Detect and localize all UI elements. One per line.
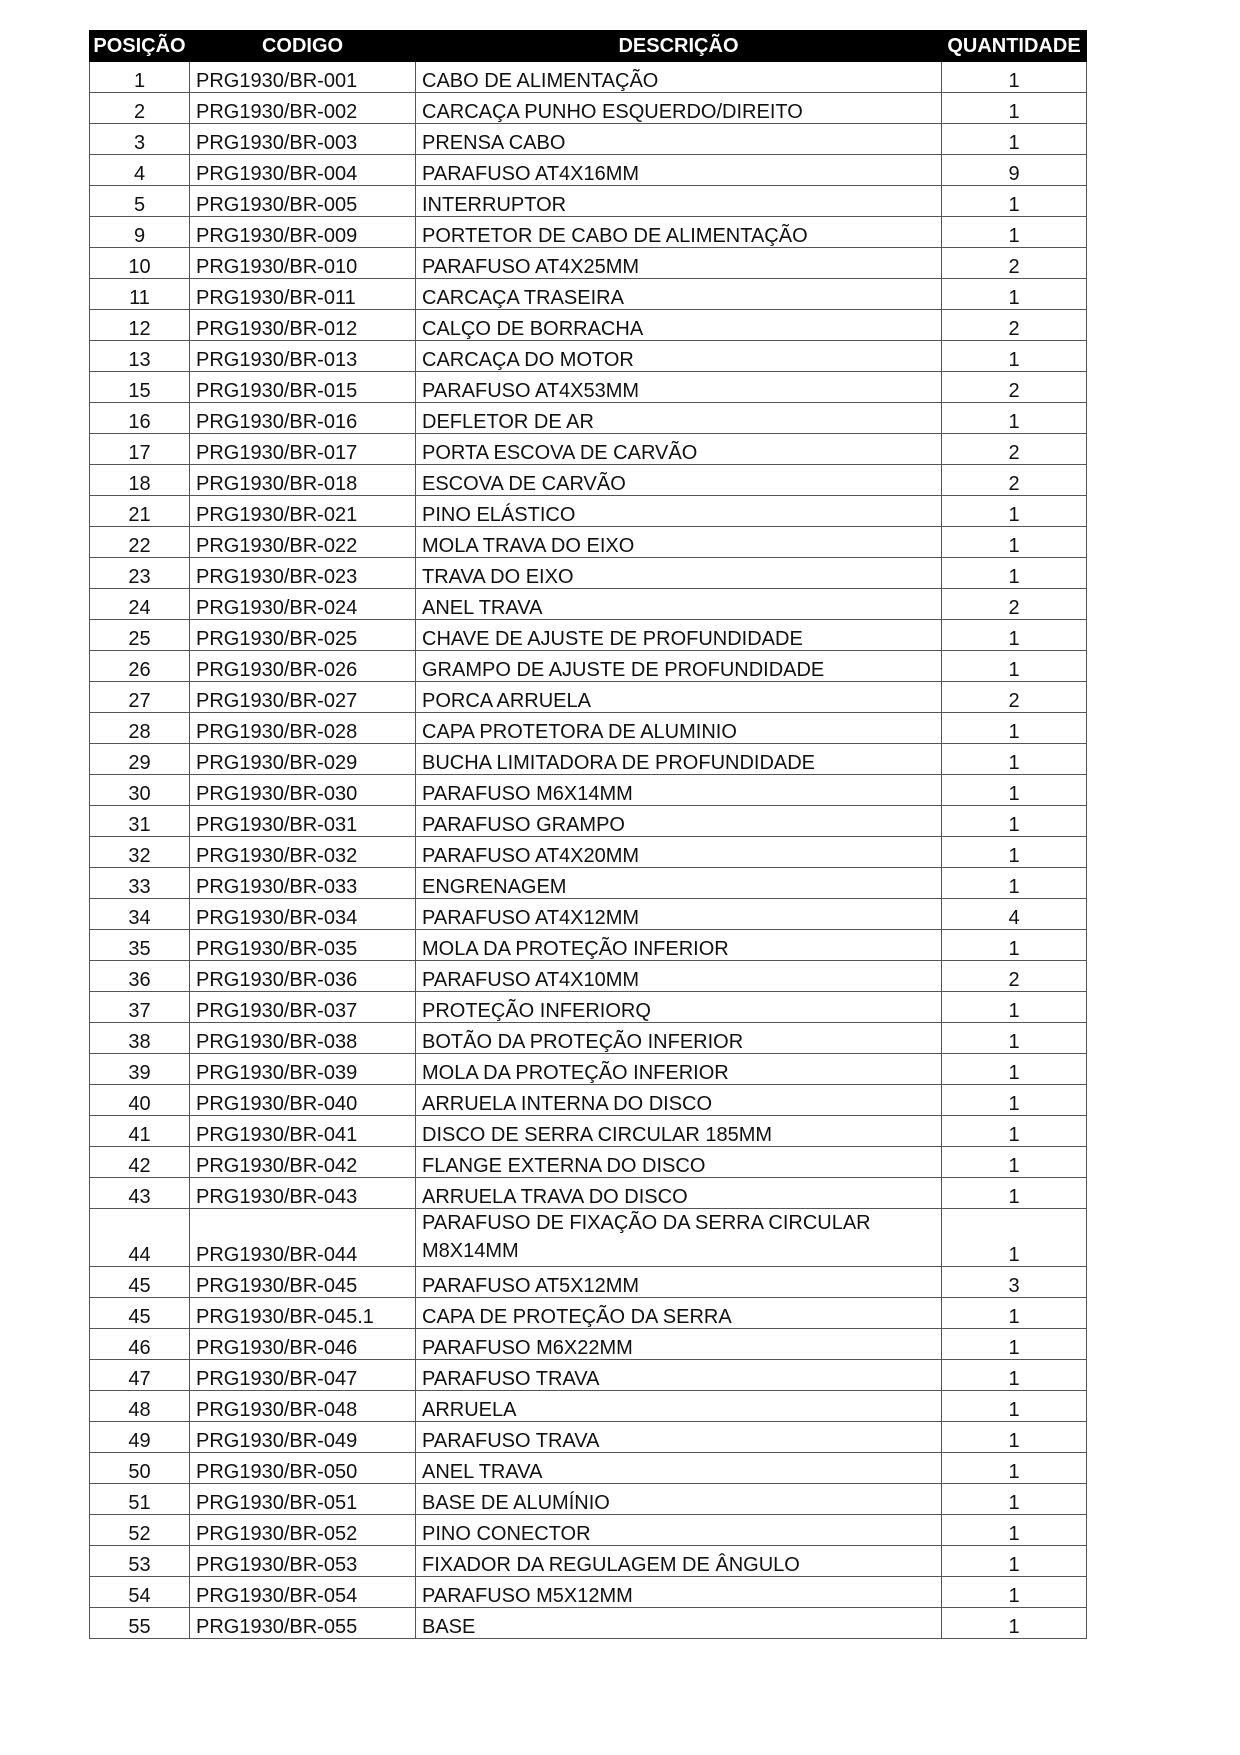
cell-quantity: 1 xyxy=(942,558,1087,589)
cell-description: PRENSA CABO xyxy=(416,124,942,155)
cell-position: 40 xyxy=(90,1085,190,1116)
table-row xyxy=(90,775,1087,806)
table-header-row xyxy=(90,31,1087,62)
table-row xyxy=(90,1298,1087,1329)
table-row xyxy=(90,589,1087,620)
cell-quantity: 2 xyxy=(942,372,1087,403)
cell-position: 12 xyxy=(90,310,190,341)
cell-quantity: 1 xyxy=(942,1178,1087,1209)
cell-quantity: 1 xyxy=(942,1391,1087,1422)
cell-quantity: 2 xyxy=(942,961,1087,992)
cell-quantity: 3 xyxy=(942,1267,1087,1298)
cell-description: PARAFUSO AT4X53MM xyxy=(416,372,942,403)
cell-description: PINO ELÁSTICO xyxy=(416,496,942,527)
cell-position: 1 xyxy=(90,62,190,93)
cell-description: PARAFUSO AT4X20MM xyxy=(416,837,942,868)
table-row xyxy=(90,465,1087,496)
cell-quantity: 1 xyxy=(942,1054,1087,1085)
cell-code: PRG1930/BR-026 xyxy=(190,651,416,682)
cell-description: PARAFUSO TRAVA xyxy=(416,1360,942,1391)
cell-code: PRG1930/BR-035 xyxy=(190,930,416,961)
cell-quantity: 1 xyxy=(942,651,1087,682)
cell-description: ANEL TRAVA xyxy=(416,1453,942,1484)
cell-code: PRG1930/BR-043 xyxy=(190,1178,416,1209)
cell-quantity: 1 xyxy=(942,341,1087,372)
cell-description: PROTEÇÃO INFERIORQ xyxy=(416,992,942,1023)
table-row xyxy=(90,1608,1087,1639)
cell-position: 54 xyxy=(90,1577,190,1608)
cell-description: BASE xyxy=(416,1608,942,1639)
cell-code: PRG1930/BR-001 xyxy=(190,62,416,93)
cell-position: 45 xyxy=(90,1298,190,1329)
cell-quantity: 1 xyxy=(942,1298,1087,1329)
cell-position: 33 xyxy=(90,868,190,899)
cell-quantity: 1 xyxy=(942,713,1087,744)
cell-description: ANEL TRAVA xyxy=(416,589,942,620)
cell-code: PRG1930/BR-047 xyxy=(190,1360,416,1391)
cell-quantity: 1 xyxy=(942,403,1087,434)
cell-quantity: 1 xyxy=(942,1147,1087,1178)
table-row xyxy=(90,124,1087,155)
cell-code: PRG1930/BR-011 xyxy=(190,279,416,310)
cell-quantity: 1 xyxy=(942,527,1087,558)
table-row xyxy=(90,1023,1087,1054)
cell-code: PRG1930/BR-034 xyxy=(190,899,416,930)
cell-position: 55 xyxy=(90,1608,190,1639)
cell-quantity: 1 xyxy=(942,1329,1087,1360)
header-quantity: QUANTIDADE xyxy=(942,31,1087,62)
table-row xyxy=(90,744,1087,775)
cell-position: 49 xyxy=(90,1422,190,1453)
table-row xyxy=(90,930,1087,961)
header-code: CODIGO xyxy=(190,31,416,62)
cell-description: CAPA DE PROTEÇÃO DA SERRA xyxy=(416,1298,942,1329)
table-row xyxy=(90,155,1087,186)
cell-quantity: 2 xyxy=(942,682,1087,713)
table-row xyxy=(90,279,1087,310)
table-row xyxy=(90,1267,1087,1298)
table-row xyxy=(90,248,1087,279)
cell-position: 50 xyxy=(90,1453,190,1484)
cell-description: MOLA DA PROTEÇÃO INFERIOR xyxy=(416,1054,942,1085)
cell-code: PRG1930/BR-003 xyxy=(190,124,416,155)
table-row xyxy=(90,1116,1087,1147)
table-row xyxy=(90,620,1087,651)
cell-quantity: 2 xyxy=(942,434,1087,465)
cell-description: BOTÃO DA PROTEÇÃO INFERIOR xyxy=(416,1023,942,1054)
cell-code: PRG1930/BR-022 xyxy=(190,527,416,558)
cell-description: PARAFUSO TRAVA xyxy=(416,1422,942,1453)
cell-description: PORTETOR DE CABO DE ALIMENTAÇÃO xyxy=(416,217,942,248)
table-row xyxy=(90,1391,1087,1422)
table-row xyxy=(90,1178,1087,1209)
cell-description: MOLA DA PROTEÇÃO INFERIOR xyxy=(416,930,942,961)
cell-position: 26 xyxy=(90,651,190,682)
cell-code: PRG1930/BR-028 xyxy=(190,713,416,744)
cell-description: CAPA PROTETORA DE ALUMINIO xyxy=(416,713,942,744)
cell-quantity: 2 xyxy=(942,248,1087,279)
cell-position: 5 xyxy=(90,186,190,217)
cell-code: PRG1930/BR-044 xyxy=(190,1209,416,1267)
table-row xyxy=(90,186,1087,217)
table-row xyxy=(90,93,1087,124)
table-row xyxy=(90,1147,1087,1178)
table-row xyxy=(90,713,1087,744)
cell-description: CALÇO DE BORRACHA xyxy=(416,310,942,341)
cell-code: PRG1930/BR-046 xyxy=(190,1329,416,1360)
cell-code: PRG1930/BR-024 xyxy=(190,589,416,620)
cell-code: PRG1930/BR-027 xyxy=(190,682,416,713)
cell-position: 2 xyxy=(90,93,190,124)
cell-quantity: 1 xyxy=(942,868,1087,899)
cell-description: ENGRENAGEM xyxy=(416,868,942,899)
table-row xyxy=(90,62,1087,93)
cell-code: PRG1930/BR-030 xyxy=(190,775,416,806)
cell-quantity: 4 xyxy=(942,899,1087,930)
cell-description: CARCAÇA PUNHO ESQUERDO/DIREITO xyxy=(416,93,942,124)
cell-code: PRG1930/BR-009 xyxy=(190,217,416,248)
cell-position: 41 xyxy=(90,1116,190,1147)
cell-code: PRG1930/BR-050 xyxy=(190,1453,416,1484)
table-row xyxy=(90,1054,1087,1085)
cell-description: PARAFUSO M6X14MM xyxy=(416,775,942,806)
cell-code: PRG1930/BR-048 xyxy=(190,1391,416,1422)
cell-position: 30 xyxy=(90,775,190,806)
cell-code: PRG1930/BR-021 xyxy=(190,496,416,527)
cell-description: PARAFUSO AT5X12MM xyxy=(416,1267,942,1298)
cell-code: PRG1930/BR-002 xyxy=(190,93,416,124)
table-row xyxy=(90,1453,1087,1484)
cell-code: PRG1930/BR-018 xyxy=(190,465,416,496)
cell-position: 45 xyxy=(90,1267,190,1298)
cell-position: 4 xyxy=(90,155,190,186)
cell-position: 13 xyxy=(90,341,190,372)
cell-position: 24 xyxy=(90,589,190,620)
cell-position: 10 xyxy=(90,248,190,279)
cell-quantity: 2 xyxy=(942,465,1087,496)
table-row xyxy=(90,1360,1087,1391)
cell-quantity: 1 xyxy=(942,806,1087,837)
table-row xyxy=(90,961,1087,992)
cell-code: PRG1930/BR-017 xyxy=(190,434,416,465)
cell-quantity: 1 xyxy=(942,1546,1087,1577)
cell-description: FIXADOR DA REGULAGEM DE ÂNGULO xyxy=(416,1546,942,1577)
cell-description: BUCHA LIMITADORA DE PROFUNDIDADE xyxy=(416,744,942,775)
cell-description: CHAVE DE AJUSTE DE PROFUNDIDADE xyxy=(416,620,942,651)
cell-position: 36 xyxy=(90,961,190,992)
table-row xyxy=(90,403,1087,434)
header-description: DESCRIÇÃO xyxy=(416,31,942,62)
table-row xyxy=(90,806,1087,837)
cell-description: DISCO DE SERRA CIRCULAR 185MM xyxy=(416,1116,942,1147)
table-row xyxy=(90,1515,1087,1546)
cell-position: 31 xyxy=(90,806,190,837)
table-row xyxy=(90,496,1087,527)
cell-description: BASE DE ALUMÍNIO xyxy=(416,1484,942,1515)
cell-position: 27 xyxy=(90,682,190,713)
cell-quantity: 1 xyxy=(942,1360,1087,1391)
cell-code: PRG1930/BR-045.1 xyxy=(190,1298,416,1329)
cell-quantity: 1 xyxy=(942,93,1087,124)
table-row xyxy=(90,1577,1087,1608)
cell-code: PRG1930/BR-053 xyxy=(190,1546,416,1577)
cell-quantity: 1 xyxy=(942,186,1087,217)
table-row xyxy=(90,1085,1087,1116)
cell-position: 22 xyxy=(90,527,190,558)
cell-quantity: 1 xyxy=(942,1116,1087,1147)
table-row xyxy=(90,682,1087,713)
cell-code: PRG1930/BR-055 xyxy=(190,1608,416,1639)
cell-position: 11 xyxy=(90,279,190,310)
cell-position: 44 xyxy=(90,1209,190,1267)
cell-quantity: 1 xyxy=(942,279,1087,310)
cell-description: INTERRUPTOR xyxy=(416,186,942,217)
cell-position: 47 xyxy=(90,1360,190,1391)
cell-position: 35 xyxy=(90,930,190,961)
cell-description: CARCAÇA TRASEIRA xyxy=(416,279,942,310)
cell-quantity: 1 xyxy=(942,837,1087,868)
header-position: POSIÇÃO xyxy=(90,31,190,62)
cell-position: 21 xyxy=(90,496,190,527)
cell-position: 53 xyxy=(90,1546,190,1577)
cell-code: PRG1930/BR-013 xyxy=(190,341,416,372)
cell-quantity: 1 xyxy=(942,620,1087,651)
cell-position: 37 xyxy=(90,992,190,1023)
cell-code: PRG1930/BR-054 xyxy=(190,1577,416,1608)
cell-position: 3 xyxy=(90,124,190,155)
cell-position: 32 xyxy=(90,837,190,868)
cell-description: CARCAÇA DO MOTOR xyxy=(416,341,942,372)
cell-description: PARAFUSO AT4X10MM xyxy=(416,961,942,992)
cell-description: PORTA ESCOVA DE CARVÃO xyxy=(416,434,942,465)
table-row xyxy=(90,527,1087,558)
table-row xyxy=(90,1209,1087,1267)
table-row xyxy=(90,434,1087,465)
cell-description: FLANGE EXTERNA DO DISCO xyxy=(416,1147,942,1178)
table-row xyxy=(90,1329,1087,1360)
cell-description: PARAFUSO DE FIXAÇÃO DA SERRA CIRCULAR M8X14MM xyxy=(416,1209,942,1267)
table-row xyxy=(90,1546,1087,1577)
cell-code: PRG1930/BR-016 xyxy=(190,403,416,434)
cell-quantity: 2 xyxy=(942,310,1087,341)
cell-code: PRG1930/BR-052 xyxy=(190,1515,416,1546)
cell-code: PRG1930/BR-038 xyxy=(190,1023,416,1054)
cell-description: GRAMPO DE AJUSTE DE PROFUNDIDADE xyxy=(416,651,942,682)
cell-code: PRG1930/BR-005 xyxy=(190,186,416,217)
cell-description: PARAFUSO M5X12MM xyxy=(416,1577,942,1608)
cell-position: 16 xyxy=(90,403,190,434)
cell-quantity: 1 xyxy=(942,1209,1087,1267)
cell-code: PRG1930/BR-051 xyxy=(190,1484,416,1515)
cell-quantity: 1 xyxy=(942,1515,1087,1546)
cell-description: TRAVA DO EIXO xyxy=(416,558,942,589)
cell-quantity: 1 xyxy=(942,124,1087,155)
cell-quantity: 1 xyxy=(942,992,1087,1023)
table-body xyxy=(90,62,1087,1639)
cell-quantity: 1 xyxy=(942,1453,1087,1484)
cell-position: 25 xyxy=(90,620,190,651)
cell-description: ESCOVA DE CARVÃO xyxy=(416,465,942,496)
cell-description: PINO CONECTOR xyxy=(416,1515,942,1546)
table-row xyxy=(90,341,1087,372)
cell-quantity: 1 xyxy=(942,930,1087,961)
cell-code: PRG1930/BR-040 xyxy=(190,1085,416,1116)
parts-table xyxy=(89,30,1087,1639)
cell-quantity: 1 xyxy=(942,1484,1087,1515)
cell-position: 39 xyxy=(90,1054,190,1085)
table-row xyxy=(90,868,1087,899)
cell-quantity: 1 xyxy=(942,496,1087,527)
cell-quantity: 1 xyxy=(942,775,1087,806)
cell-position: 52 xyxy=(90,1515,190,1546)
table-row xyxy=(90,310,1087,341)
table-row xyxy=(90,992,1087,1023)
cell-position: 15 xyxy=(90,372,190,403)
cell-description: PARAFUSO AT4X16MM xyxy=(416,155,942,186)
cell-code: PRG1930/BR-012 xyxy=(190,310,416,341)
cell-quantity: 1 xyxy=(942,62,1087,93)
cell-description: ARRUELA INTERNA DO DISCO xyxy=(416,1085,942,1116)
cell-description: ARRUELA TRAVA DO DISCO xyxy=(416,1178,942,1209)
cell-quantity: 1 xyxy=(942,1023,1087,1054)
cell-description: DEFLETOR DE AR xyxy=(416,403,942,434)
cell-position: 23 xyxy=(90,558,190,589)
cell-position: 17 xyxy=(90,434,190,465)
cell-position: 43 xyxy=(90,1178,190,1209)
cell-code: PRG1930/BR-041 xyxy=(190,1116,416,1147)
cell-quantity: 1 xyxy=(942,1422,1087,1453)
cell-code: PRG1930/BR-036 xyxy=(190,961,416,992)
cell-description: PARAFUSO GRAMPO xyxy=(416,806,942,837)
cell-code: PRG1930/BR-037 xyxy=(190,992,416,1023)
cell-code: PRG1930/BR-029 xyxy=(190,744,416,775)
cell-quantity: 9 xyxy=(942,155,1087,186)
cell-description: MOLA TRAVA DO EIXO xyxy=(416,527,942,558)
cell-code: PRG1930/BR-010 xyxy=(190,248,416,279)
table-row xyxy=(90,217,1087,248)
cell-code: PRG1930/BR-039 xyxy=(190,1054,416,1085)
table-row xyxy=(90,372,1087,403)
cell-description: ARRUELA xyxy=(416,1391,942,1422)
cell-position: 34 xyxy=(90,899,190,930)
cell-quantity: 1 xyxy=(942,1577,1087,1608)
cell-quantity: 2 xyxy=(942,589,1087,620)
cell-position: 29 xyxy=(90,744,190,775)
cell-code: PRG1930/BR-033 xyxy=(190,868,416,899)
cell-quantity: 1 xyxy=(942,744,1087,775)
table-row xyxy=(90,837,1087,868)
cell-code: PRG1930/BR-015 xyxy=(190,372,416,403)
cell-position: 38 xyxy=(90,1023,190,1054)
cell-code: PRG1930/BR-045 xyxy=(190,1267,416,1298)
cell-position: 18 xyxy=(90,465,190,496)
cell-quantity: 1 xyxy=(942,217,1087,248)
cell-position: 42 xyxy=(90,1147,190,1178)
cell-description: PARAFUSO M6X22MM xyxy=(416,1329,942,1360)
cell-code: PRG1930/BR-032 xyxy=(190,837,416,868)
cell-quantity: 1 xyxy=(942,1608,1087,1639)
cell-code: PRG1930/BR-004 xyxy=(190,155,416,186)
cell-quantity: 1 xyxy=(942,1085,1087,1116)
cell-code: PRG1930/BR-023 xyxy=(190,558,416,589)
cell-description: PARAFUSO AT4X25MM xyxy=(416,248,942,279)
cell-code: PRG1930/BR-025 xyxy=(190,620,416,651)
table-row xyxy=(90,558,1087,589)
cell-position: 48 xyxy=(90,1391,190,1422)
cell-description: CABO DE ALIMENTAÇÃO xyxy=(416,62,942,93)
cell-position: 51 xyxy=(90,1484,190,1515)
table-row xyxy=(90,899,1087,930)
cell-code: PRG1930/BR-042 xyxy=(190,1147,416,1178)
cell-description: PARAFUSO AT4X12MM xyxy=(416,899,942,930)
cell-code: PRG1930/BR-031 xyxy=(190,806,416,837)
cell-position: 46 xyxy=(90,1329,190,1360)
cell-position: 28 xyxy=(90,713,190,744)
table-row xyxy=(90,651,1087,682)
table-row xyxy=(90,1422,1087,1453)
cell-position: 9 xyxy=(90,217,190,248)
cell-code: PRG1930/BR-049 xyxy=(190,1422,416,1453)
cell-description: PORCA ARRUELA xyxy=(416,682,942,713)
table-row xyxy=(90,1484,1087,1515)
